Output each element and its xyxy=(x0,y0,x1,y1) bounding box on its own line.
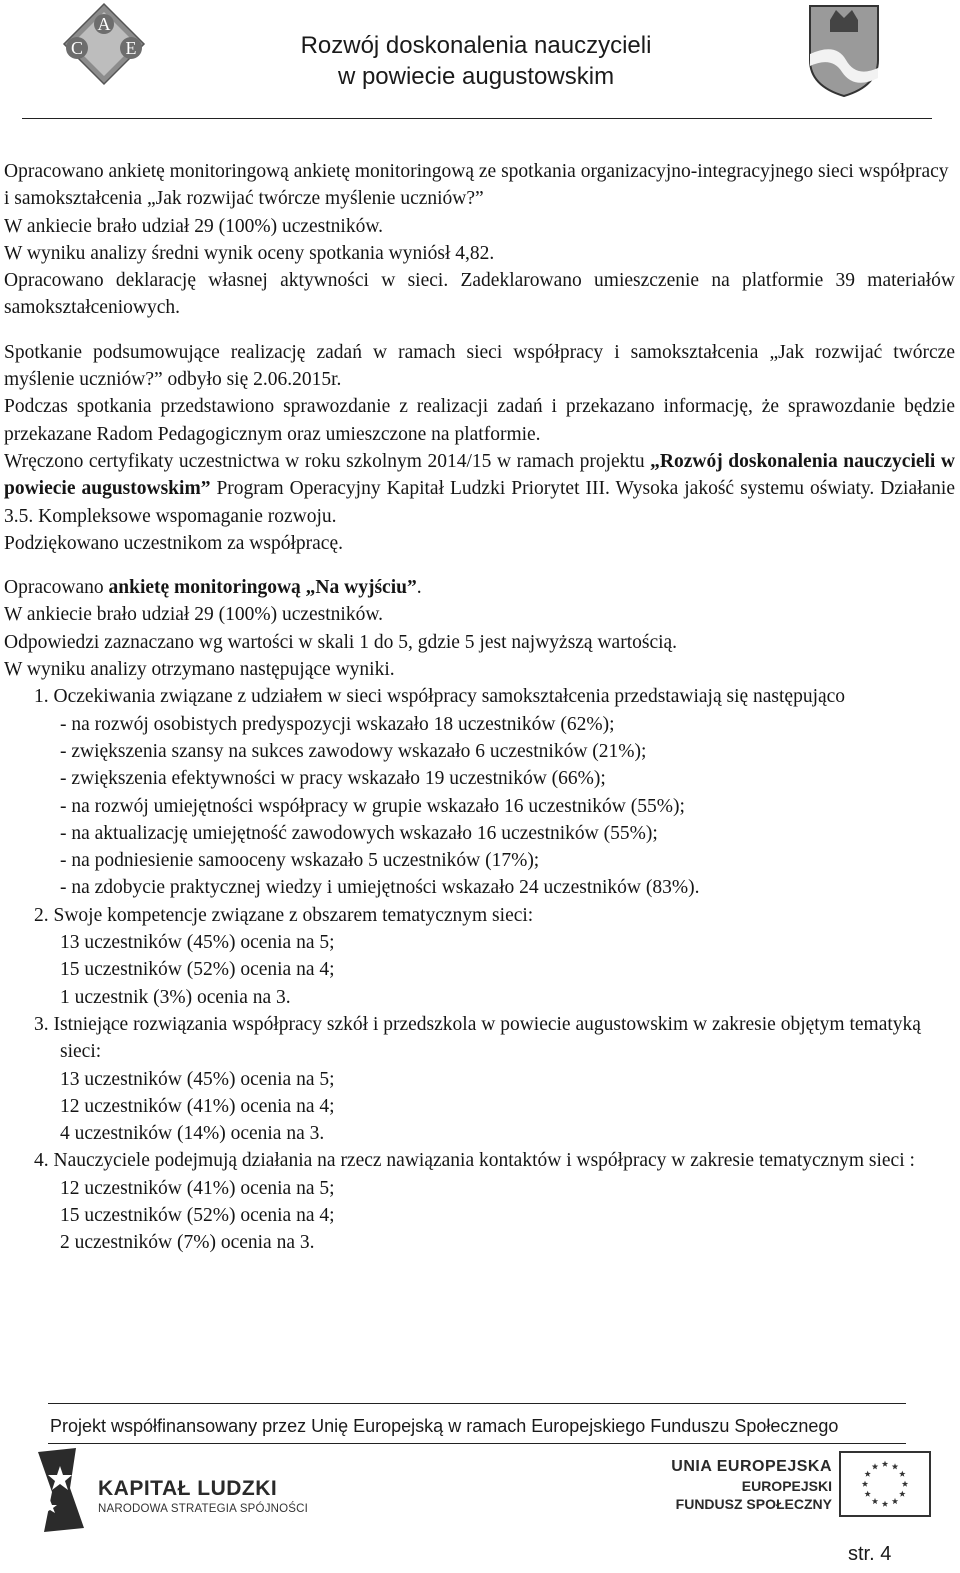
list-item xyxy=(4,1011,955,1147)
paragraph xyxy=(4,574,955,601)
paragraph: Podczas spotkania przedstawiono sprawozdanie z realizacji zadań i przekazano informację, że sprawozdanie będzie przekazane Radom Pedagogicznym oraz umieszczone na platformie. xyxy=(4,396,955,445)
paragraph: Spotkanie podsumowujące realizację zadań w ramach sieci współpracy i samokształcenia „Jak rozwijać twórcze myślenie uczniów?” odbyło się 2.06.2015r. xyxy=(4,341,955,391)
text-span: . xyxy=(416,577,422,599)
page-number: str. 4 xyxy=(848,1543,892,1565)
paragraph: W wyniku analizy otrzymano następujące wyniki. xyxy=(4,659,395,681)
list-item xyxy=(4,683,955,901)
list-subitem: - zwiększenia szansy na sukces zawodowy wskazało 6 uczestników (21%); xyxy=(60,740,647,762)
list-subitem: - na rozwój umiejętności współpracy w grupie wskazało 16 uczestników (55%); xyxy=(60,795,685,817)
list-item xyxy=(4,1147,955,1256)
paragraph: W ankiecie brało udział 29 (100%) uczestników. xyxy=(4,604,384,626)
document-body xyxy=(4,158,955,1257)
paragraph: W ankiecie brało udział 29 (100%) uczestników. xyxy=(4,215,384,237)
results-list xyxy=(4,683,955,1256)
exit-survey-section xyxy=(4,574,955,1256)
svg-text:A: A xyxy=(97,14,111,34)
eu-label-line3: FUNDUSZ SPOŁECZNY xyxy=(675,1496,832,1512)
header-divider xyxy=(22,118,932,119)
list-subitem: 12 uczestników (41%) ocenia na 4; xyxy=(60,1095,335,1117)
svg-text:C: C xyxy=(70,38,84,58)
list-heading-text: Swoje kompetencje związane z obszarem tematycznym sieci: xyxy=(53,904,534,926)
list-heading-text: Oczekiwania związane z udziałem w sieci współpracy samokształcenia przedstawiają się następująco xyxy=(53,686,846,708)
list-subitem: 15 uczestników (52%) ocenia na 4; xyxy=(60,1204,335,1226)
header-title-line2: w powiecie augustowskim xyxy=(337,63,615,90)
kapital-ludzki-emblem-icon xyxy=(30,1448,90,1532)
text-span: Wręczono certyfikaty uczestnictwa w roku szkolnym 2014/15 w ramach projektu xyxy=(4,450,651,472)
list-item-heading xyxy=(4,1147,955,1174)
list-subitem: - zwiększenia efektywności w pracy wskazało 19 uczestników (66%); xyxy=(60,768,606,790)
list-subitem: - na rozwój osobistych predyspozycji wskazało 18 uczestników (62%); xyxy=(60,713,615,735)
text-span: Opracowano xyxy=(4,577,109,599)
list-subitem: 15 uczestników (52%) ocenia na 4; xyxy=(60,959,335,981)
list-subitem: - na podniesienie samooceny wskazało 5 uczestników (17%); xyxy=(60,850,540,872)
header-title xyxy=(256,30,696,92)
kapital-ludzki-subtitle: NARODOWA STRATEGIA SPÓJNOŚCI xyxy=(98,1503,309,1515)
county-crest-icon xyxy=(806,2,882,98)
list-subitem: 1 uczestnik (3%) ocenia na 3. xyxy=(60,986,291,1008)
list-number: 3. xyxy=(34,1013,49,1035)
text-span: Program Operacyjny Kapitał Ludzki Priorytet III. Wysoka jakość systemu oświaty. Działanie 3.5. Kompleksowe wspomaganie rozwoju. xyxy=(4,478,955,527)
eu-label-line2: EUROPEJSKI xyxy=(741,1478,832,1494)
meeting-summary-section xyxy=(4,158,955,322)
header-title-line1: Rozwój doskonalenia nauczycieli xyxy=(300,32,652,59)
list-subitem: - na aktualizację umiejętność zawodowych wskazało 16 uczestników (55%); xyxy=(60,822,658,844)
paragraph: Opracowano deklarację własnej aktywności w sieci. Zadeklarowano umieszczenie na platformie 39 materiałów samokształceniowych. xyxy=(4,270,955,319)
list-subitem: 4 uczestników (14%) ocenia na 3. xyxy=(60,1123,325,1145)
list-heading-text: Nauczyciele podejmują działania na rzecz nawiązania kontaktów i współpracy w zakresie tematycznym sieci : xyxy=(53,1150,915,1172)
list-number: 2. xyxy=(34,904,49,926)
footer-divider xyxy=(48,1403,906,1404)
eu-flag-icon xyxy=(839,1451,931,1517)
list-item-heading xyxy=(4,902,955,929)
list-item xyxy=(4,902,955,1011)
list-subitem: - na zdobycie praktycznej wiedzy i umiejętności wskazało 24 uczestników (83%). xyxy=(60,877,700,899)
list-item-heading xyxy=(4,1011,955,1066)
list-subitem: 2 uczestników (7%) ocenia na 3. xyxy=(60,1232,315,1254)
eu-label-line1: UNIA EUROPEJSKA xyxy=(671,1458,832,1475)
paragraph: Odpowiedzi zaznaczano wg wartości w skali 1 do 5, gdzie 5 jest najwyższą wartością. xyxy=(4,631,678,653)
paragraph: Podziękowano uczestnikom za współpracę. xyxy=(4,532,343,554)
list-subitem: 12 uczestników (41%) ocenia na 5; xyxy=(60,1177,335,1199)
list-item-heading xyxy=(4,683,955,710)
list-heading-text: Istniejące rozwiązania współpracy szkół i przedszkola w powiecie augustowskim w zakresie objętym tematyką sieci: xyxy=(53,1013,921,1063)
svg-text:E: E xyxy=(125,38,137,58)
survey-name-bold: ankietę monitoringową „Na wyjściu” xyxy=(108,577,417,599)
list-number: 4. xyxy=(34,1150,49,1172)
final-meeting-section xyxy=(4,339,955,557)
footer-divider xyxy=(48,1443,906,1444)
footer-project-text: Projekt współfinansowany przez Unię Europejską w ramach Europejskiego Funduszu Społecznego xyxy=(50,1416,839,1436)
list-subitem: 13 uczestników (45%) ocenia na 5; xyxy=(60,1068,335,1090)
kapital-ludzki-name: KAPITAŁ LUDZKI xyxy=(98,1477,278,1500)
eu-fund-label xyxy=(648,1457,832,1513)
list-number: 1. xyxy=(34,686,49,708)
cae-logo xyxy=(44,2,164,102)
list-subitem: 13 uczestników (45%) ocenia na 5; xyxy=(60,932,335,954)
paragraph xyxy=(4,448,955,530)
project-name-bold: „Rozwój doskonalenia nauczycieli w powiecie augustowskim” xyxy=(4,450,955,500)
paragraph: Opracowano ankietę monitoringową ankietę monitoringową ze spotkania organizacyjno-integracyjnego sieci współpracy i samokształcenia „Jak rozwijać twórcze myślenie uczniów?” xyxy=(4,161,949,210)
paragraph: W wyniku analizy średni wynik oceny spotkania wyniósł 4,82. xyxy=(4,242,495,264)
